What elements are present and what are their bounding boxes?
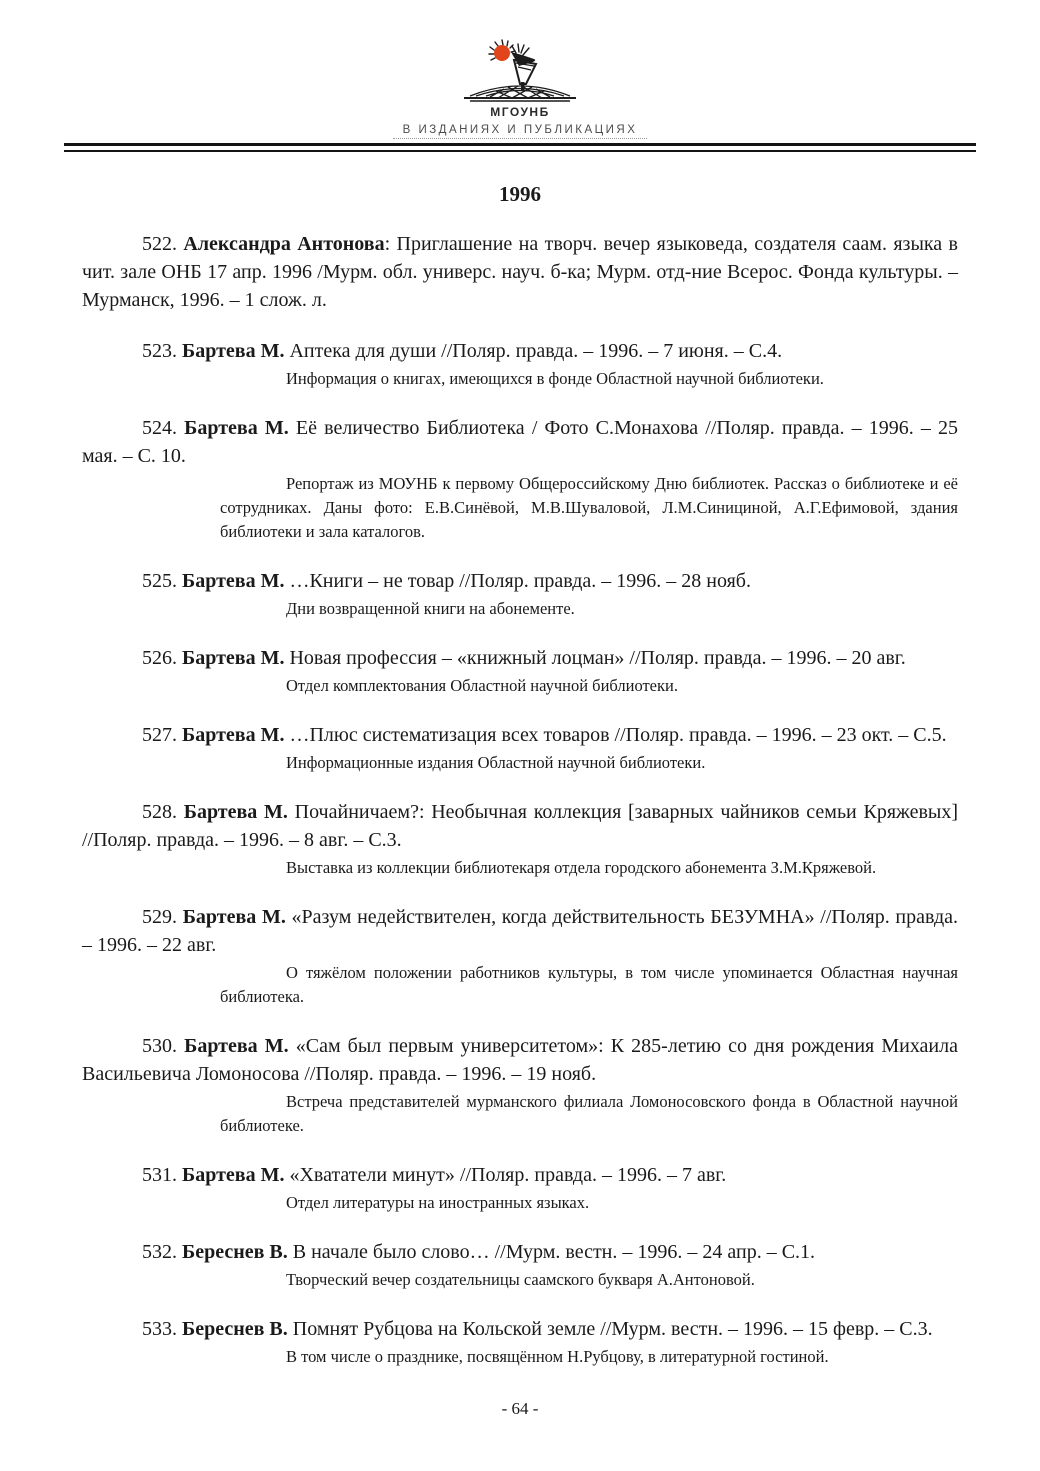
entry-author: Бартева М. xyxy=(182,906,286,928)
bibliography-entry xyxy=(82,798,958,880)
entry-number: 522. xyxy=(142,233,177,255)
entry-author: Бартева М. xyxy=(184,1035,289,1057)
entry-number: 529. xyxy=(142,906,177,928)
header-divider xyxy=(64,143,976,152)
entry-citation xyxy=(82,1315,958,1343)
entry-citation xyxy=(82,721,958,749)
entry-citation xyxy=(82,414,958,470)
entry-author: Береснев В. xyxy=(182,1241,288,1263)
entry-citation xyxy=(82,644,958,672)
entry-body: Почайничаем?: Необычная коллекция [заварных чайников семьи Кряжевых] //Поляр. правда. – 1996. – 8 авг. – С.3. xyxy=(82,801,958,851)
entry-annotation: Репортаж из МОУНБ к первому Общероссийскому Дню библиотек. Рассказ о библиотеке и её сотрудниках. Даны фото: Е.В.Синёвой, М.В.Шуваловой, Л.М.Синициной, А.Г.Ефимовой, здания библиотеки и зала каталогов. xyxy=(220,474,958,541)
entry-author: Бартева М. xyxy=(182,570,285,592)
entry-citation xyxy=(82,230,958,314)
entry-number: 532. xyxy=(142,1241,177,1263)
reindeer-body xyxy=(511,52,536,91)
woven-mound xyxy=(464,86,576,101)
bibliography-entry xyxy=(82,1032,958,1138)
entry-number: 533. xyxy=(142,1318,177,1340)
bibliography-entry xyxy=(82,230,958,314)
entry-citation xyxy=(82,798,958,854)
entry-author: Бартева М. xyxy=(182,1164,285,1186)
entry-annotation: Встреча представителей мурманского филиала Ломоносовского фонда в Областной научной библиотеке. xyxy=(220,1092,958,1135)
page-header xyxy=(0,38,1040,152)
entry-number: 524. xyxy=(142,417,177,439)
entry-body: «Разум недействителен, когда действительность БЕЗУМНА» //Поляр. правда. – 1996. – 22 авг. xyxy=(82,906,959,956)
entry-citation xyxy=(82,567,958,595)
bibliography-list xyxy=(0,230,1040,1369)
entry-annotation: В том числе о празднике, посвящённом Н.Рубцову, в литературной гостиной. xyxy=(286,1347,829,1366)
bibliography-entry xyxy=(82,337,958,391)
entry-body: В начале было слово… //Мурм. вестн. – 1996. – 24 апр. – С.1. xyxy=(287,1241,816,1263)
entry-number: 525. xyxy=(142,570,177,592)
entry-body: «Хвататели минут» //Поляр. правда. – 1996. – 7 авг. xyxy=(284,1164,727,1186)
year-title: 1996 xyxy=(499,182,541,206)
entry-citation xyxy=(82,1032,958,1088)
entry-author: Бартева М. xyxy=(182,724,285,746)
entry-number: 523. xyxy=(142,340,177,362)
entry-citation xyxy=(82,337,958,365)
entry-annotation: Дни возвращенной книги на абонементе. xyxy=(286,599,575,618)
entry-body: «Сам был первым университетом»: К 285-летию со дня рождения Михаила Васильевича Ломоносова //Поляр. правда. – 1996. – 19 нояб. xyxy=(82,1035,958,1085)
entry-author: Береснев В. xyxy=(182,1318,288,1340)
entry-annotation: Отдел комплектования Областной научной библиотеки. xyxy=(286,676,678,695)
entry-number: 531. xyxy=(142,1164,177,1186)
series-subtitle-row xyxy=(0,119,1040,139)
org-abbreviation: МГОУНБ xyxy=(490,105,550,119)
bibliography-entry xyxy=(82,721,958,775)
sun-disc xyxy=(494,45,510,61)
entry-body: Помнят Рубцова на Кольской земле //Мурм. вестн. – 1996. – 15 февр. – С.3. xyxy=(287,1318,933,1340)
page-number: - 64 - xyxy=(501,1399,539,1418)
bibliography-entry xyxy=(82,644,958,698)
entry-citation xyxy=(82,1238,958,1266)
bibliography-entry xyxy=(82,414,958,544)
entry-number: 528. xyxy=(142,801,177,823)
entry-citation xyxy=(82,1161,958,1189)
entry-annotation: О тяжёлом положении работников культуры, в том числе упоминается Областная научная библиотека. xyxy=(220,963,958,1006)
reindeer-sun-logo-icon xyxy=(456,38,584,104)
entry-number: 530. xyxy=(142,1035,177,1057)
entry-number: 527. xyxy=(142,724,177,746)
entry-body: …Книги – не товар //Поляр. правда. – 1996. – 28 нояб. xyxy=(284,570,751,592)
bibliography-entry xyxy=(82,1238,958,1292)
entry-body: Новая профессия – «книжный лоцман» //Поляр. правда. – 1996. – 20 авг. xyxy=(284,647,906,669)
entry-citation xyxy=(82,903,958,959)
entry-number: 526. xyxy=(142,647,177,669)
entry-annotation: Выставка из коллекции библиотекаря отдела городского абонемента З.М.Кряжевой. xyxy=(286,858,877,877)
entry-body: : Приглашение на творч. вечер языковеда, создателя саам. языка в чит. зале ОНБ 17 апр. 1996 /Мурм. обл. универс. науч. б-ка; Мурм. отд-ние Всерос. Фонда культуры. – Мурманск, 1996. – 1 слож. л. xyxy=(82,233,959,311)
entry-annotation: Творческий вечер создательницы саамского букваря А.Антоновой. xyxy=(286,1270,755,1289)
entry-author: Бартева М. xyxy=(182,340,285,362)
bibliography-entry xyxy=(82,1161,958,1215)
entry-body: Аптека для души //Поляр. правда. – 1996. – 7 июня. – С.4. xyxy=(284,340,783,362)
entry-annotation: Информационные издания Областной научной библиотеки. xyxy=(286,753,706,772)
entry-annotation: Информация о книгах, имеющихся в фонде Областной научной библиотеки. xyxy=(286,369,824,388)
bibliography-entry xyxy=(82,903,958,1009)
bibliography-entry xyxy=(82,567,958,621)
entry-author: Бартева М. xyxy=(182,647,285,669)
entry-annotation: Отдел литературы на иностранных языках. xyxy=(286,1193,590,1212)
series-subtitle: В ИЗДАНИЯХ И ПУБЛИКАЦИЯХ xyxy=(393,124,648,139)
entry-author: Бартева М. xyxy=(184,417,289,439)
entry-body: Её величество Библиотека / Фото С.Монахова //Поляр. правда. – 1996. – 25 мая. – С. 10. xyxy=(82,417,959,467)
entry-author: Бартева М. xyxy=(183,801,288,823)
bibliography-entry xyxy=(82,1315,958,1369)
entry-body: …Плюс систематизация всех товаров //Поляр. правда. – 1996. – 23 окт. – С.5. xyxy=(284,724,947,746)
entry-author: Александра Антонова xyxy=(183,233,385,255)
